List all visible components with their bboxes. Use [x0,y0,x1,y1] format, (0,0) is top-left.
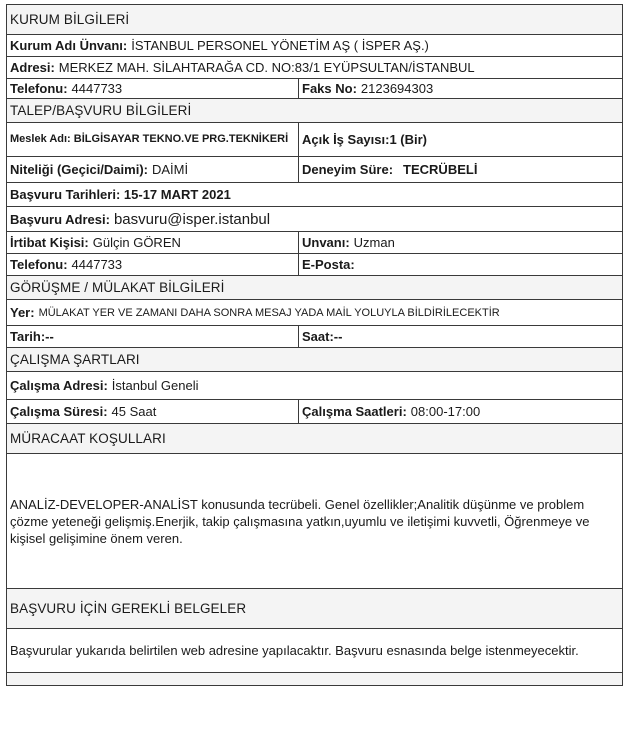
tarih-saat-row [7,326,622,348]
calisma-adresi-value: İstanbul Geneli [111,378,199,393]
meslek-label: Meslek Adı: [10,133,71,145]
faks-label: Faks No: [302,81,357,96]
eposta-label: E-Posta: [302,257,355,272]
section-title: MÜRACAAT KOŞULLARI [10,431,166,446]
adres-row [7,57,622,79]
irtibat-telefon-value: 4447733 [71,257,123,272]
saat: Saat:-- [302,329,343,344]
section-kurum-header [7,5,622,35]
basvuru-adresi-link[interactable]: basvuru@isper.istanbul [113,210,271,228]
belgeler-text: Başvurular yukarıda belirtilen web adresine yapılacaktır. Başvuru esnasında belge istenmeyecektir. [10,643,579,658]
section-gorusme-header [7,276,622,300]
muracaat-text: ANALİZ-DEVELOPER-ANALİST konusunda tecrübeli. Genel özellikler;Analitik düşünme ve problem çözme yeteneği gelişmiş.Enerjik, takip çalışmasına yatkın,uyumlu ve iletişimi kuvvetli, Öğrenmeye ve kişisel gelişimine önem veren. [10,496,590,546]
deneyim-label: Deneyim Süre: [302,162,394,177]
acik-is-sayisi: Açık İş Sayısı:1 (Bir) [302,132,427,147]
section-title: KURUM BİLGİLERİ [10,12,130,27]
basvuru-tarihleri-row [7,183,622,207]
belgeler-body-row [7,629,622,673]
telefon-value: 4447733 [71,81,123,96]
unvan-value: Uzman [353,235,395,250]
section-calisma-header [7,348,622,372]
section-belgeler-header [7,589,622,629]
section-title: ÇALIŞMA ŞARTLARI [10,352,140,367]
irtibat-label: İrtibat Kişisi: [10,235,89,250]
bottom-strip [7,673,622,685]
deneyim-value: TECRÜBELİ [403,162,478,177]
unvan-label: Unvanı: [302,235,350,250]
section-title: GÖRÜŞME / MÜLAKAT BİLGİLERİ [10,280,225,295]
section-title: TALEP/BAŞVURU BİLGİLERİ [10,103,192,118]
calisma-adresi-label: Çalışma Adresi: [10,378,108,393]
basvuru-tarihleri: Başvuru Tarihleri: 15-17 MART 2021 [10,187,231,202]
section-talep-header [7,99,622,123]
nitelik-label: Niteliği (Geçici/Daimi): [10,162,148,177]
yer-value: MÜLAKAT YER VE ZAMANI DAHA SONRA MESAJ YADA MAİL YOLUYLA BİLDİRİLECEKTİR [38,306,500,319]
tarih: Tarih:-- [10,329,54,344]
basvuru-adresi-label: Başvuru Adresi: [10,211,110,227]
meslek-row [7,123,622,157]
kurum-adi-value: İSTANBUL PERSONEL YÖNETİM AŞ ( İSPER AŞ.) [131,38,429,53]
irtibat-row [7,232,622,254]
irtibat-value: Gülçin GÖREN [92,235,181,250]
calisma-suresi-label: Çalışma Süresi: [10,404,108,419]
section-muracaat-header [7,424,622,454]
calisma-saatleri-label: Çalışma Saatleri: [302,404,407,419]
faks-value: 2123694303 [360,81,434,96]
yer-label: Yer: [10,305,35,320]
yer-row [7,300,622,326]
meslek-value: BİLGİSAYAR TEKNO.VE PRG.TEKNİKERİ [73,133,289,145]
calisma-adresi-row [7,372,622,400]
adres-label: Adresi: [10,60,55,75]
muracaat-body-row [7,454,622,589]
job-posting-form [6,4,623,686]
basvuru-adresi-row [7,207,622,232]
nitelik-row [7,157,622,183]
telefon-faks-row [7,79,622,99]
calisma-sure-row [7,400,622,424]
nitelik-value: DAİMİ [151,162,189,177]
kurum-adi-row [7,35,622,57]
calisma-saatleri-value: 08:00-17:00 [410,404,481,419]
section-title: BAŞVURU İÇİN GEREKLİ BELGELER [10,601,247,616]
adres-value: MERKEZ MAH. SİLAHTARAĞA CD. NO:83/1 EYÜPSULTAN/İSTANBUL [58,60,475,75]
irtibat-telefon-label: Telefonu: [10,257,68,272]
telefon-eposta-row [7,254,622,276]
kurum-adi-label: Kurum Adı Ünvanı: [10,38,128,53]
telefon-label: Telefonu: [10,81,68,96]
calisma-suresi-value: 45 Saat [111,404,157,419]
